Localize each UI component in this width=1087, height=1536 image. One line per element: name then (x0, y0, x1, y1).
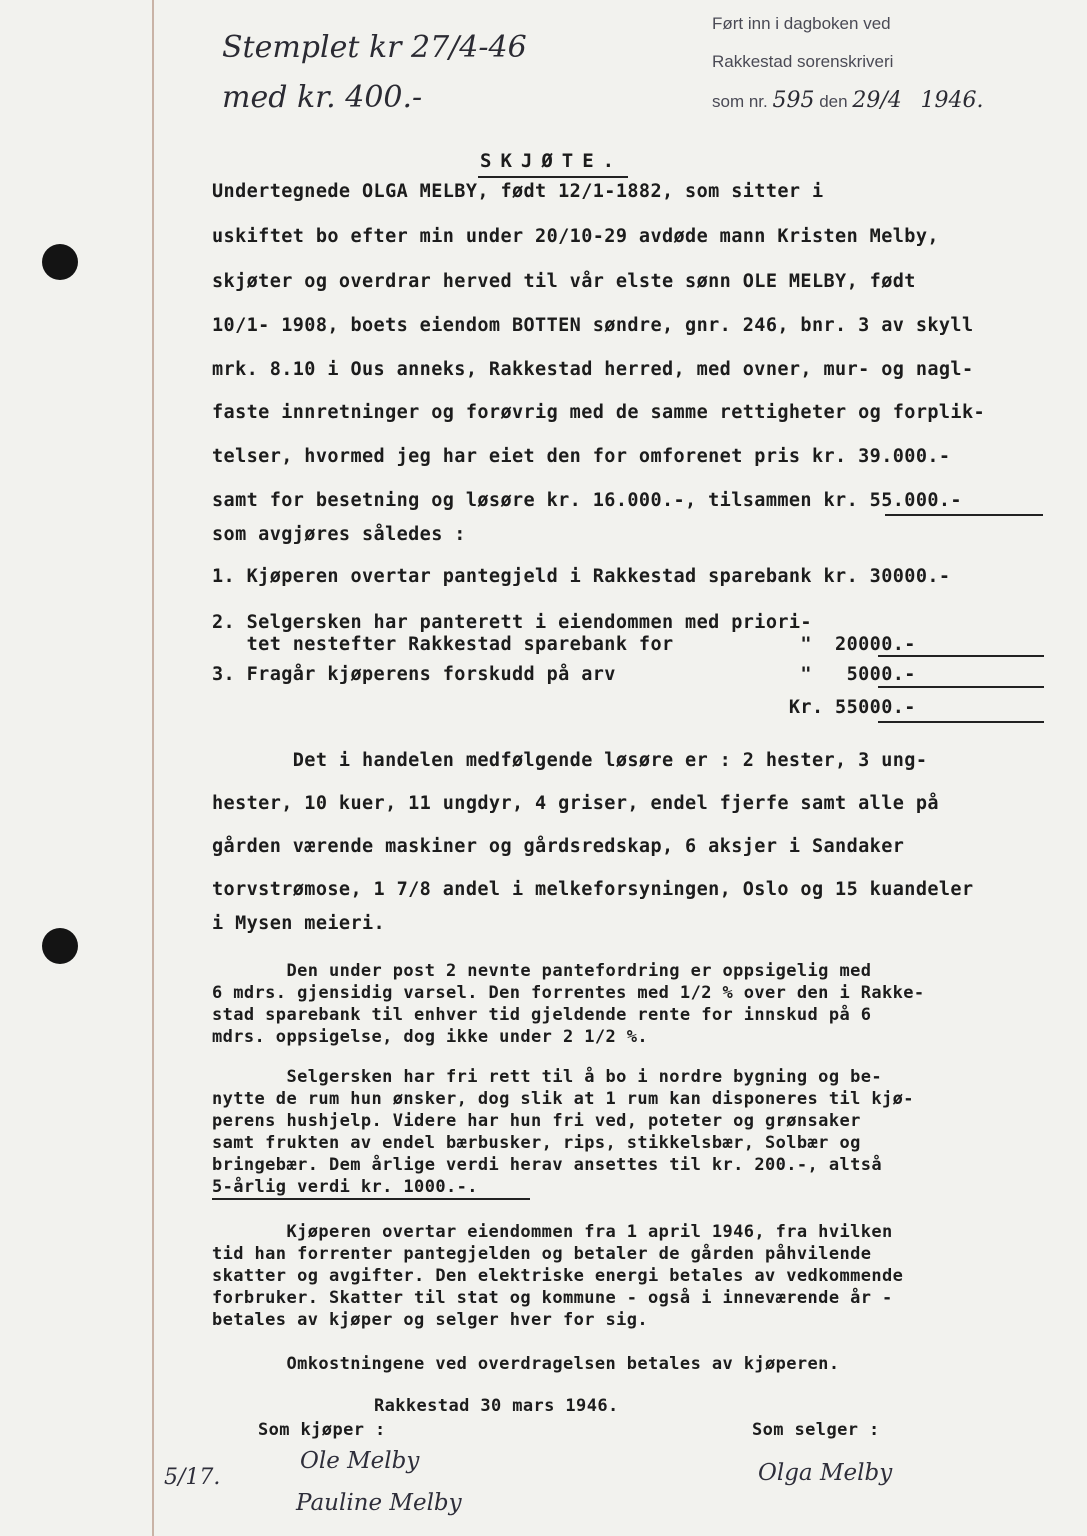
seller-label: Som selger : (752, 1420, 880, 1440)
body-line: hester, 10 kuer, 11 ungdyr, 4 griser, endel fjerfe samt alle på (212, 793, 939, 814)
body-line: Kjøperen overtar eiendommen fra 1 april 1946, fra hvilken (212, 1222, 893, 1242)
registry-stamp-prefix: som nr. (712, 92, 768, 111)
body-line: Selgersken har fri rett til å bo i nordre bygning og be- (212, 1067, 882, 1087)
body-line: nytte de rum hun ønsker, dog slik at 1 rum kan disponeres til kjø- (212, 1089, 914, 1109)
punch-hole (42, 928, 78, 964)
registry-date: 29/4 (852, 88, 902, 113)
registry-stamp-line2: Rakkestad sorenskriveri (712, 52, 894, 71)
buyer-witness-signature: Pauline Melby (296, 1490, 462, 1516)
body-line: mrk. 8.10 i Ous anneks, Rakkestad herred, med ovner, mur- og nagl- (212, 359, 974, 380)
body-line: 6 mdrs. gjensidig varsel. Den forrentes med 1/2 % over den i Rakke- (212, 983, 925, 1003)
handwritten-note-line2: med kr. 400.- (222, 80, 423, 115)
body-line: uskiftet bo efter min under 20/10-29 avdøde mann Kristen Melby, (212, 226, 939, 247)
body-line: skatter og avgifter. Den elektriske energi betales av vedkommende (212, 1266, 904, 1286)
body-line: 10/1- 1908, boets eiendom BOTTEN søndre, gnr. 246, bnr. 3 av skyll (212, 315, 974, 336)
value-underline (212, 1198, 530, 1200)
body-line: bringebær. Dem årlige verdi herav ansettes til kr. 200.-, altså (212, 1155, 882, 1175)
title-underline (478, 176, 628, 178)
punch-hole (42, 244, 78, 280)
body-line: perens hushjelp. Videre har hun fri ved, poteter og grønsaker (212, 1111, 861, 1131)
place-date: Rakkestad 30 mars 1946. (374, 1396, 619, 1416)
settlement-item: 3. Fragår kjøperens forskudd på arv " 5000.- (212, 664, 916, 685)
registry-date-prefix: den (819, 92, 848, 111)
body-line: som avgjøres således : (212, 524, 466, 545)
settlement-item: 1. Kjøperen overtar pantegjeld i Rakkestad sparebank kr. 30000.- (212, 566, 951, 587)
handwritten-note-line1: Stemplet kr 27/4-46 (222, 30, 527, 65)
margin-note: 5/17. (164, 1465, 221, 1490)
sum-rule (878, 686, 1044, 688)
body-line: telser, hvormed jeg har eiet den for omforenet pris kr. 39.000.- (212, 446, 951, 467)
registry-year: 1946. (920, 88, 984, 113)
body-line: stad sparebank til enhver tid gjeldende rente for innskud på 6 (212, 1005, 872, 1025)
body-line: forbruker. Skatter til stat og kommune - også i inneværende år - (212, 1288, 893, 1308)
body-line: betales av kjøper og selger hver for sig. (212, 1310, 649, 1330)
total-underline (885, 514, 1043, 516)
body-line: skjøter og overdrar herved til vår elste sønn OLE MELBY, født (212, 271, 916, 292)
body-line: mdrs. oppsigelse, dog ikke under 2 1/2 %. (212, 1027, 649, 1047)
buyer-signature: Ole Melby (300, 1448, 420, 1474)
body-line: Omkostningene ved overdragelsen betales av kjøperen. (212, 1354, 840, 1374)
registry-stamp-line1: Ført inn i dagboken ved (712, 14, 891, 33)
sum-rule (878, 655, 1044, 657)
document-title: SKJØTE. (480, 150, 624, 172)
seller-signature: Olga Melby (758, 1460, 893, 1486)
body-line: torvstrømose, 1 7/8 andel i melkeforsyningen, Oslo og 15 kuandeler (212, 879, 974, 900)
body-line: tid han forrenter pantegjelden og betaler de gården påhvilende (212, 1244, 872, 1264)
registry-stamp-line3 (712, 88, 983, 113)
body-line: gården værende maskiner og gårdsredskap, 6 aksjer i Sandaker (212, 836, 905, 857)
buyer-label: Som kjøper : (258, 1420, 386, 1440)
body-line: i Mysen meieri. (212, 913, 386, 934)
body-line: Undertegnede OLGA MELBY, født 12/1-1882, som sitter i (212, 181, 824, 202)
settlement-item: 2. Selgersken har panterett i eiendommen med priori- (212, 612, 812, 633)
body-line: 5-årlig verdi kr. 1000.-. (212, 1177, 478, 1197)
registry-number: 595 (772, 88, 815, 113)
margin-rule (152, 0, 154, 1536)
body-line: Den under post 2 nevnte pantefordring er oppsigelig med (212, 961, 872, 981)
settlement-item: tet nestefter Rakkestad sparebank for " 20000.- (212, 634, 916, 655)
body-line: samt frukten av endel bærbusker, rips, stikkelsbær, Solbær og (212, 1133, 861, 1153)
settlement-total: Kr. 55000.- (212, 697, 916, 718)
body-line: Det i handelen medfølgende løsøre er : 2 hester, 3 ung- (212, 750, 928, 771)
sum-rule (878, 721, 1044, 723)
body-line: faste innretninger og forøvrig med de samme rettigheter og forplik- (212, 402, 986, 423)
body-line: samt for besetning og løsøre kr. 16.000.-, tilsammen kr. 55.000.- (212, 490, 962, 511)
